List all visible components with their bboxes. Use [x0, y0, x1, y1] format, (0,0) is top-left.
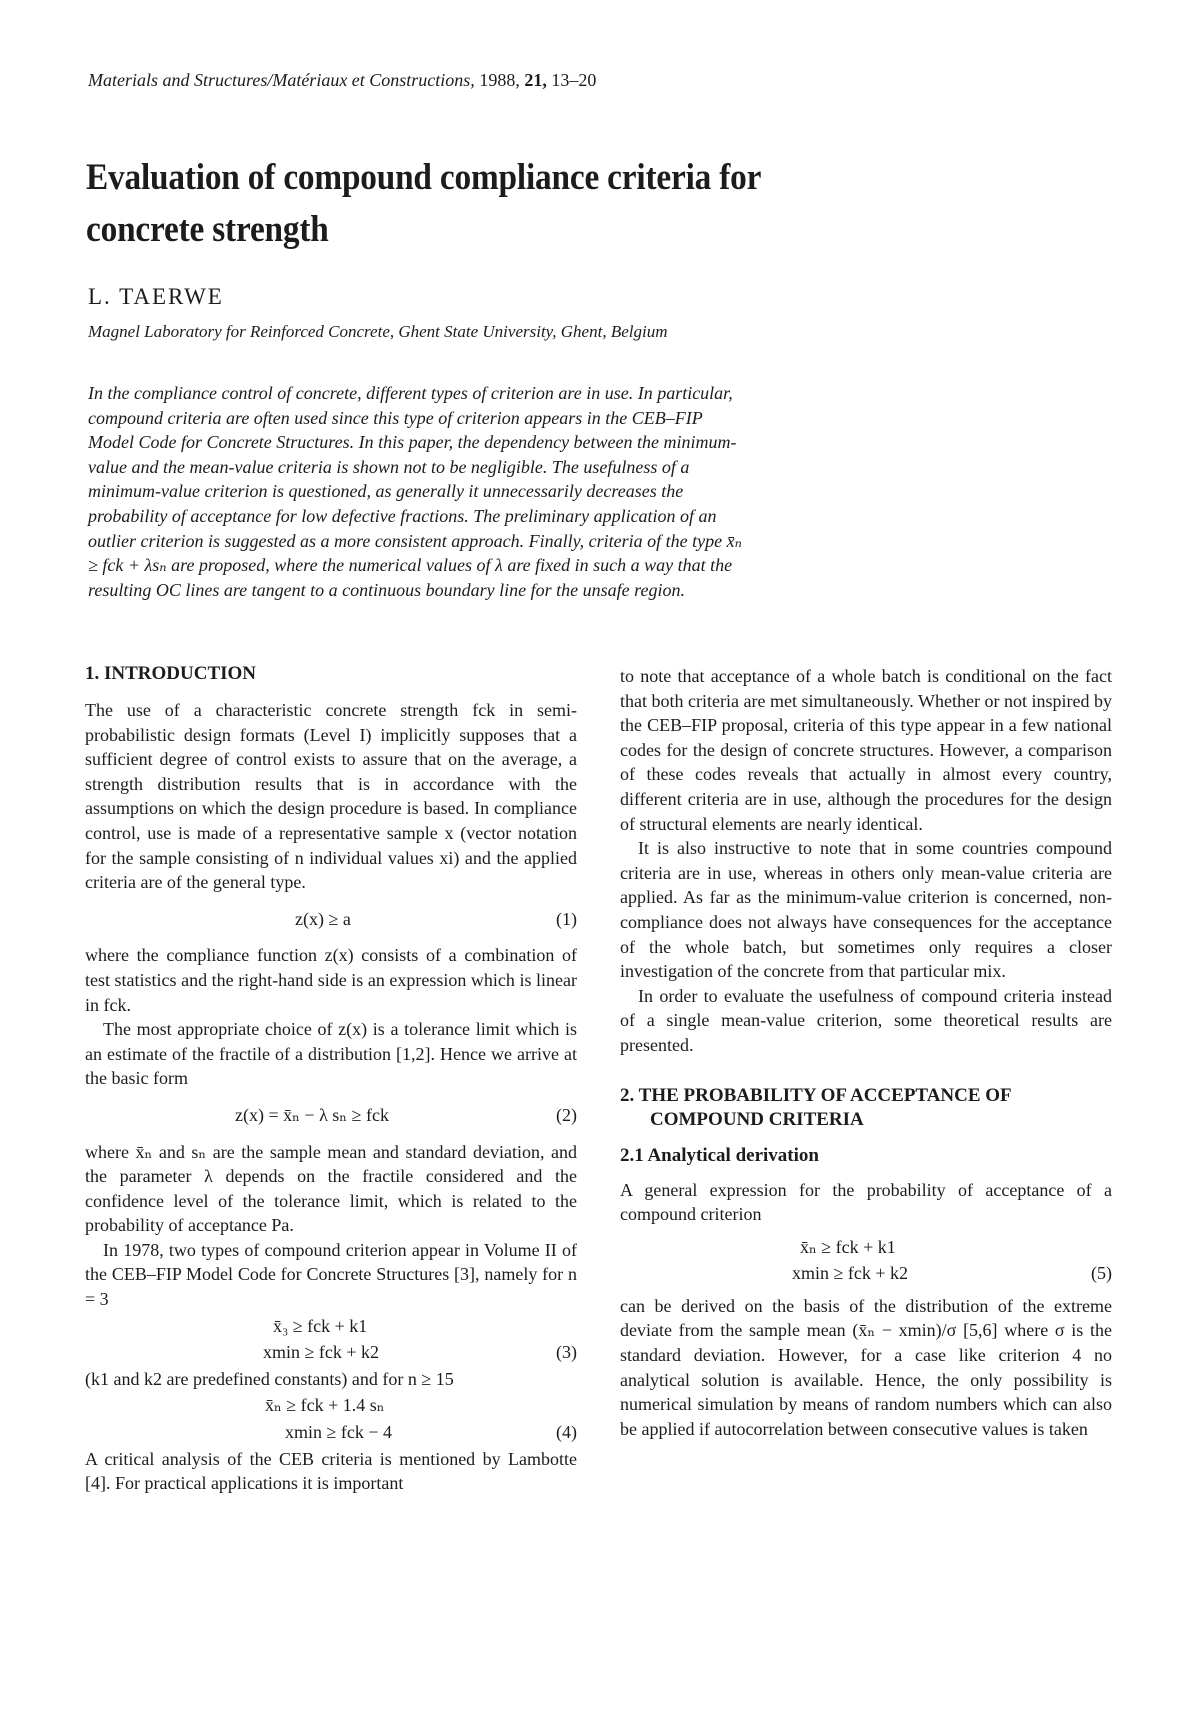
journal-header — [88, 70, 596, 91]
abstract-line: Model Code for Concrete Structures. In this paper, the dependency between the minimum- — [88, 432, 737, 453]
abstract-line: ≥ fck + λsₙ are proposed, where the numerical values of λ are fixed in such a way that the — [88, 555, 733, 576]
paragraph: can be derived on the basis of the distribution of the extreme deviate from the sample mean (x̄ₙ − xmin)/σ [5,6] where σ is the standard deviation. However, for a case like criterion 4 no analytical solution is available. Hence, the only possibility is numerical simulation by means of random numbers which can also be applied if autocorrelation between consecutive values is taken — [620, 1295, 1112, 1439]
paragraph: A critical analysis of the CEB criteria is mentioned by Lambotte [4]. For practical applications it is important — [85, 1448, 577, 1494]
paragraph: A general expression for the probability of acceptance of a compound criterion — [620, 1179, 1112, 1225]
equation-3b-expr: xmin ≥ fck + k2 — [263, 1342, 380, 1363]
journal-name: Materials and Structures/Matériaux et Constructions, — [88, 70, 475, 90]
equation-5b — [620, 1261, 1112, 1286]
left-column — [85, 662, 577, 1496]
equation-4b — [85, 1420, 577, 1445]
right-column — [620, 664, 1112, 1441]
abstract-line: value and the mean-value criteria is shown not to be negligible. The usefulness of a — [88, 456, 690, 477]
abstract-line: resulting OC lines are tangent to a continuous boundary line for the unsafe region. — [88, 579, 685, 600]
section-1-heading: 1. INTRODUCTION — [85, 663, 257, 684]
journal-pages: 13–20 — [551, 70, 597, 90]
equation-5b-expr: xmin ≥ fck + k2 — [792, 1263, 909, 1284]
equation-4b-expr: xmin ≥ fck − 4 — [285, 1422, 393, 1443]
section-2-heading: 2. THE PROBABILITY OF ACCEPTANCE OF COMPOUND CRITERIA — [620, 1084, 1011, 1130]
paragraph: where the compliance function z(x) consists of a combination of test statistics and the right-hand side is an expression which is linear in fck. — [85, 945, 577, 1015]
equation-3a — [85, 1314, 577, 1339]
paragraph: (k1 and k2 are predefined constants) and for n ≥ 15 — [85, 1368, 454, 1389]
author-name: L. TAERWE — [88, 284, 224, 309]
equation-5a-expr: x̄ₙ ≥ fck + k1 — [800, 1236, 896, 1257]
equation-1-number: (1) — [556, 908, 577, 929]
paragraph: In 1978, two types of compound criterion appear in Volume II of the CEB–FIP Model Code for Concrete Structures [3], namely for n = 3 — [85, 1239, 577, 1310]
equation-4-number: (4) — [556, 1422, 577, 1443]
abstract-line: outlier criterion is suggested as a more consistent approach. Finally, criteria of the type x̄ₙ — [88, 530, 742, 551]
equation-2-expr: z(x) = x̄ₙ − λ sₙ ≥ fck — [235, 1104, 389, 1125]
equation-4a-expr: x̄ₙ ≥ fck + 1.4 sₙ — [265, 1395, 385, 1416]
paragraph: where x̄ₙ and sₙ are the sample mean and standard deviation, and the parameter λ depends on the fractile considered and the confidence level of the tolerance limit, which is related to the probability of acceptance Pa. — [85, 1141, 577, 1236]
equation-2 — [85, 1103, 577, 1128]
paragraph: The most appropriate choice of z(x) is a tolerance limit which is an estimate of the fractile of a distribution [1,2]. Hence we arrive at the basic form — [85, 1019, 577, 1089]
equation-3-number: (3) — [556, 1342, 577, 1363]
paper-title: Evaluation of compound compliance criteria for concrete strength — [86, 157, 761, 250]
journal-volume: 21, — [524, 70, 547, 90]
equation-5-number: (5) — [1091, 1263, 1112, 1284]
paragraph: It is also instructive to note that in some countries compound criteria are in use, whereas in others only mean-value criteria are applied. As far as the minimum-value criterion is concerned, non-compliance does not always have consequences for the acceptance of the whole batch, but sometimes only requires a closer investigation of the concrete from that particular mix. — [620, 838, 1112, 982]
equation-3a-expr: x̄₃ ≥ fck + k1 — [273, 1315, 368, 1336]
abstract-line: In the compliance control of concrete, different types of criterion are in use. In particular, — [88, 383, 733, 403]
equation-3b — [85, 1340, 577, 1365]
abstract-line: minimum-value criterion is questioned, as generally it unnecessarily decreases the — [88, 481, 684, 502]
paragraph: to note that acceptance of a whole batch is conditional on the fact that both criteria are met simultaneously. Whether or not inspired by the CEB–FIP proposal, criteria of this type appear in a few national codes for the design of concrete structures. However, a comparison of these codes reveals that actually in almost every country, different criteria are in use, although the procedures for the design of structural elements are nearly identical. — [620, 666, 1112, 834]
paragraph: The use of a characteristic concrete strength fck in semi-probabilistic design formats (Level I) implicitly supposes that a sufficient degree of control exists to assure that on the average, a strength distribution results that is in accordance with the assumptions on which the design procedure is based. In compliance control, use is made of a representative sample x (vector notation for the sample consisting of n individual values xi) and the applied criteria are of the general type. — [85, 700, 577, 893]
abstract-line: compound criteria are often used since this type of criterion appears in the CEB–FIP — [88, 407, 703, 428]
abstract — [88, 381, 908, 602]
equation-4a — [85, 1393, 577, 1418]
equation-1-expr: z(x) ≥ a — [295, 908, 351, 929]
author-affiliation: Magnel Laboratory for Reinforced Concrete, Ghent State University, Ghent, Belgium — [88, 322, 668, 341]
journal-year: 1988, — [479, 70, 520, 90]
subsection-2-1-heading: 2.1 Analytical derivation — [620, 1144, 819, 1166]
equation-2-number: (2) — [556, 1104, 577, 1125]
equation-1 — [85, 907, 577, 932]
equation-5a — [620, 1235, 1112, 1260]
abstract-line: probability of acceptance for low defective fractions. The preliminary application of an — [88, 505, 717, 526]
paragraph: In order to evaluate the usefulness of compound criteria instead of a single mean-value criterion, some theoretical results are presented. — [620, 985, 1112, 1055]
